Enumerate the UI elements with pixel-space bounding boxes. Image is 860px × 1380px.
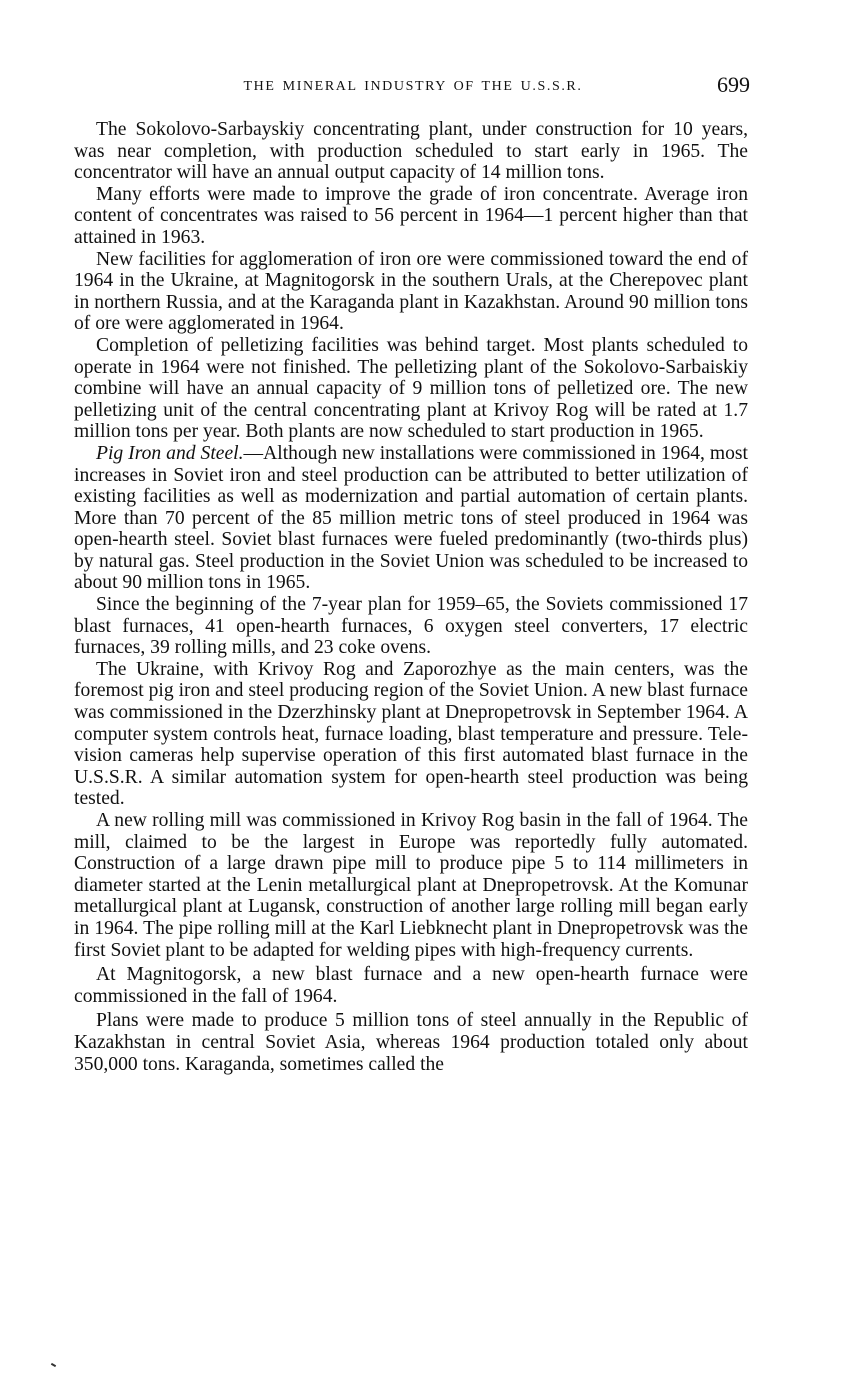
paragraph-kazakhstan: Plans were made to produce 5 million tons of steel annually in the Republic of Kazakhstan in central Soviet Asia, whereas 1964 production totaled only about 350,000 tons. Karaganda, sometimes called the [74, 1010, 748, 1075]
paragraph-pig-iron-text: —Although new installations were commissioned in 1964, most increases in Soviet iron and steel production can be attributed to better utilization of existing facilities as well as modernization and partial automation of certain plants. More than 70 percent of the 85 million metric tons of steel produced in 1964 was open-hearth steel. Soviet blast furnaces were fueled predominantly (two-thirds plus) by natural gas. Steel production in the Soviet Union was scheduled to be increased to about 90 million tons in 1965. [74, 442, 748, 594]
paragraph-pelletizing: Completion of pelletizing facilities was behind target. Most plants scheduled to operate in 1964 were not finished. The pelletizing plant of the Sokolovo-Sarbaiskiy combine will have an annual capacity of 9 million tons of pelletized ore. The new pelletizing unit of the central concentrating plant at Krivoy Rog will be rated at 1.7 million tons per year. Both plants are now scheduled to start production in 1965. [74, 334, 748, 443]
paragraph-rolling-mill: A new rolling mill was commissioned in Krivoy Rog basin in the fall of 1964. The mill, claimed to be the largest in Europe was reportedly fully automated. Construction of a large drawn pipe mill to produce pipe 5 to 114 millimeters in diameter started at the Lenin metallurgical plant at Dnepropetrovsk. At the Komunar metallurgical plant at Lugansk, construction of another large rolling mill began early in 1964. The pipe rolling mill at the Karl Liebknecht plant in Dnepropetrovsk was the first Soviet plant to be adapted for welding pipes with high-frequency currents. [74, 810, 748, 961]
running-title: THE MINERAL INDUSTRY OF THE U.S.S.R. [243, 79, 583, 94]
paragraph-iron-concentrate-grade: Many efforts were made to improve the grade of iron concentrate. Average iron content of concentrates was raised to 56 percent in 1964—1 percent higher than that attained in 1963. [74, 183, 748, 248]
paragraph-pig-iron-and-steel [74, 443, 748, 594]
running-head [74, 72, 752, 102]
section-sidehead: Pig Iron and Steel. [96, 442, 244, 464]
body-text [74, 119, 748, 1075]
paragraph-seven-year-plan: Since the beginning of the 7-year plan for 1959–65, the Soviets commissioned 17 blast furnaces, 41 open-hearth furnaces, 6 oxygen steel converters, 17 electric furnaces, 39 rolling mills, and 23 coke ovens. [74, 594, 748, 659]
paragraph-magnitogorsk: At Magnitogorsk, a new blast furnace and a new open-hearth furnace were commissioned in the fall of 1964. [74, 964, 748, 1007]
scan-speck [51, 1363, 56, 1367]
paragraph-sokolovo-concentrator: The Sokolovo-Sarbayskiy concentrating plant, under construction for 10 years, was near completion, with production scheduled to start early in 1965. The concentrator will have an annual output capacity of 14 million tons. [74, 119, 748, 184]
paragraph-ukraine: The Ukraine, with Krivoy Rog and Zaporozhye as the main centers, was the foremost pig iron and steel producing region of the Soviet Union. A new blast furnace was commissioned in the Dzerzhinsky plant at Dnepropetrovsk in September 1964. A computer system controls heat, furnace loading, blast temperature and pressure. Television cameras help supervise operation of this first automated blast furnace in the U.S.S.R. A similar automation system for open-hearth steel production was being tested. [74, 658, 748, 810]
page-number: 699 [717, 72, 750, 97]
paragraph-agglomeration: New facilities for agglomeration of iron ore were commissioned toward the end of 1964 in the Ukraine, at Magnitogorsk in the southern Urals, at the Cherepovec plant in northern Russia, and at the Karaganda plant in Kazakhstan. Around 90 million tons of ore were agglomerated in 1964. [74, 248, 748, 335]
